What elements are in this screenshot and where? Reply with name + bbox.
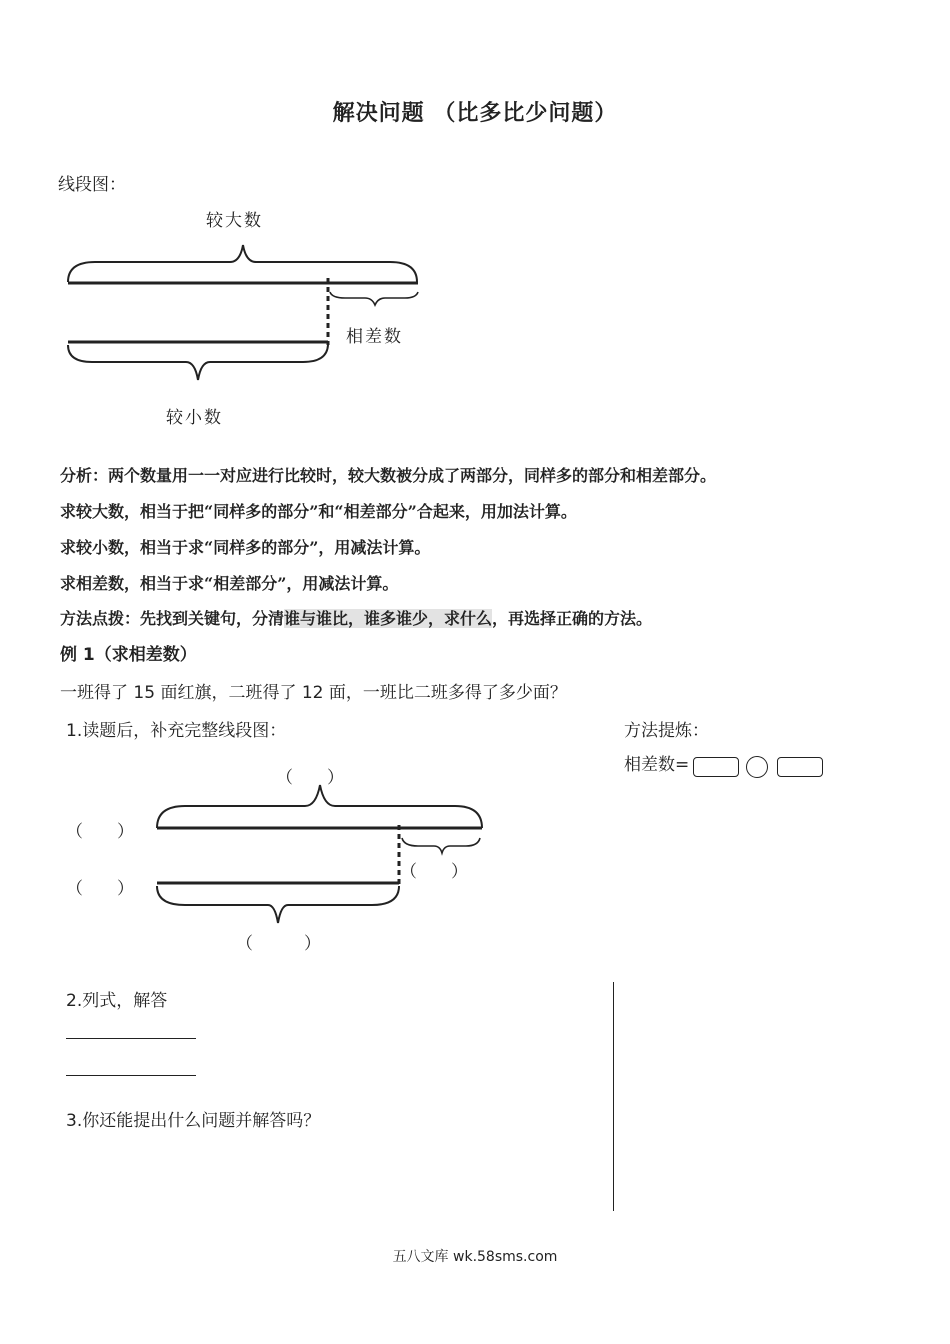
blank-larger-total[interactable]: （ ） xyxy=(276,768,344,788)
example-heading: 例 1（求相差数） xyxy=(60,645,197,665)
method-tip-highlight: 谁与谁比，谁多谁少，求什么 xyxy=(284,609,493,628)
step-1-instruction: 1.读题后，补充完整线段图： xyxy=(66,721,287,741)
method-formula: 相差数= xyxy=(624,755,690,775)
page-title: 解决问题 （比多比少问题） xyxy=(332,101,618,126)
method-tip-start: 方法点拨：先找到关键句，分清 xyxy=(60,609,285,628)
column-divider xyxy=(613,982,614,1211)
blank-difference[interactable]: （ ） xyxy=(400,862,468,882)
analysis-line-1: 分析：两个数量用一一对应进行比较时，较大数被分成了两部分，同样多的部分和相差部分。 xyxy=(60,466,717,485)
analysis-line-3: 求较小数，相当于求“同样多的部分”，用减法计算。 xyxy=(60,538,431,557)
step-2-instruction: 2.列式，解答 xyxy=(66,991,168,1011)
example-problem: 一班得了 15 面红旗，二班得了 12 面，一班比二班多得了多少面？ xyxy=(60,683,567,703)
analysis-line-2: 求较大数，相当于把“同样多的部分”和“相差部分”合起来，用加法计算。 xyxy=(60,502,577,521)
answer-line-1[interactable] xyxy=(66,1038,196,1039)
step-3-instruction: 3.你还能提出什么问题并解答吗？ xyxy=(66,1111,321,1131)
blank-class-1-label[interactable]: （ ） xyxy=(66,822,134,842)
blank-class-2-label[interactable]: （ ） xyxy=(66,879,134,899)
method-summary-title: 方法提炼： xyxy=(624,721,709,741)
difference-label: 相差数 xyxy=(346,327,403,347)
smaller-number-label: 较小数 xyxy=(166,408,223,428)
answer-line-2[interactable] xyxy=(66,1075,196,1076)
analysis-line-4: 求相差数，相当于求“相差部分”，用减法计算。 xyxy=(60,574,399,593)
blank-smaller-total[interactable]: （ ） xyxy=(236,934,321,954)
footer-watermark: 五八文库 wk.58sms.com xyxy=(392,1249,558,1265)
diagram-heading: 线段图： xyxy=(58,175,126,195)
method-tip-end: ，再选择正确的方法。 xyxy=(492,609,653,628)
larger-number-label: 较大数 xyxy=(206,211,263,231)
